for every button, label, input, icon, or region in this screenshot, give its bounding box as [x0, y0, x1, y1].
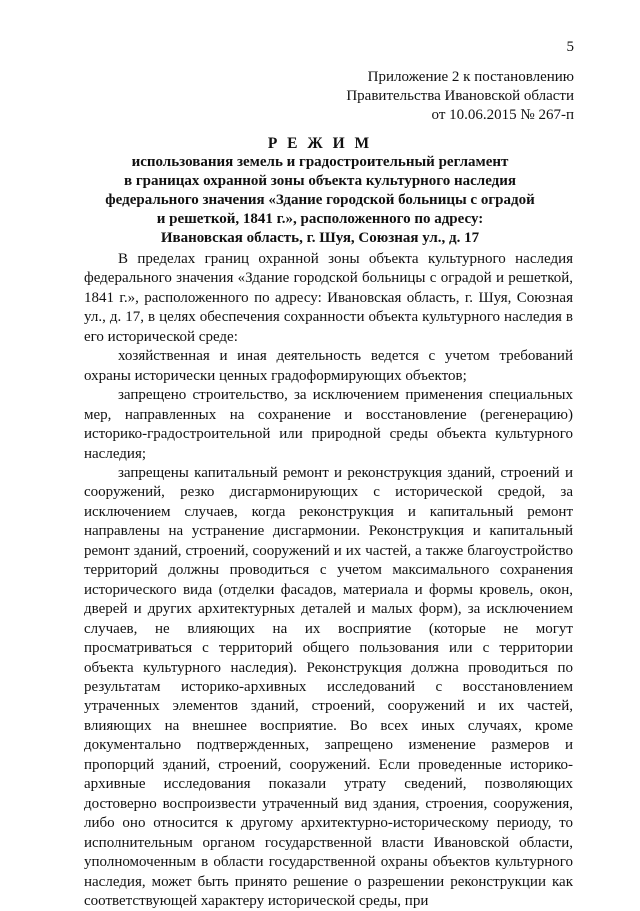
- document-title: Р Е Ж И М: [267, 135, 373, 152]
- page-number: 5: [566, 39, 574, 55]
- appendix-line: Правительства Ивановской области: [346, 88, 574, 104]
- appendix-reference: [346, 68, 574, 125]
- heading-line: в границах охранной зоны объекта культурного наследия: [123, 173, 517, 189]
- heading-line: федерального значения «Здание городской больницы с оградой: [105, 192, 535, 208]
- heading-line: Ивановская область, г. Шуя, Союзная ул., д. 17: [160, 230, 480, 246]
- appendix-line: Приложение 2 к постановлению: [367, 69, 574, 85]
- heading-line: использования земель и градостроительный регламент: [131, 154, 509, 170]
- document-heading: [66, 134, 574, 248]
- body-paragraph: запрещены капитальный ремонт и реконструкция зданий, строений и сооружений, резко дисгармонирующих с исторической средой, за исключением случаев, когда реконструкция и капитальный ремонт направлены на устранение дисгармонии. Реконструкция и капитальный ремонт зданий, строений, сооружений и их частей, а также благоустройство территорий должны проводиться с учетом максимального сохранения исторического вида (отделки фасадов, материала и формы кровель, окон, дверей и других архитектурных деталей и малых форм), за исключением случаев, не влияющих на их восприятие (которые не могут просматриваться с территорий общего пользования или с территории объекта культурного наследия). Реконструкция должна проводиться по результатам историко-архивных исследований с восстановлением утраченных элементов зданий, строений, сооружений и их частей, влияющих на внешнее восприятие. Во всех иных случаях, кроме документально подтвержденных, запрещено изменение размеров и пропорций зданий, строений, сооружений. Если проведенные историко-архивные исследования показали утрату сведений, позволяющих достоверно воспроизвести утраченный вид здания, строения, сооружения, либо оно относится к другому архитектурно-историческому периоду, то исполнительным органом государственной власти Ивановской области, уполномоченным в области государственной охраны объектов культурного наследия, может быть принято решение о разрешении реконструкции как соответствующей характеру исторической среды, при: [84, 464, 573, 909]
- appendix-line: от 10.06.2015 № 267-п: [431, 107, 574, 123]
- document-body: [84, 250, 573, 911]
- heading-line: и решеткой, 1841 г.», расположенного по адресу:: [156, 211, 484, 227]
- body-paragraph: В пределах границ охранной зоны объекта культурного наследия федерального значения «Здание городской больницы с оградой и решеткой, 1841 г.», расположенного по адресу: Ивановская область, г. Шуя, Союзная ул., д. 17, в целях обеспечения сохранности объекта культурного наследия в его исторической среде:: [84, 251, 573, 345]
- body-paragraph: запрещено строительство, за исключением применения специальных мер, направленных на сохранение и восстановление (регенерацию) историко-градостроительной или природной среды объекта культурного наследия;: [84, 387, 573, 462]
- body-paragraph: хозяйственная и иная деятельность ведется с учетом требований охраны исторически ценных градоформирующих объектов;: [84, 348, 573, 384]
